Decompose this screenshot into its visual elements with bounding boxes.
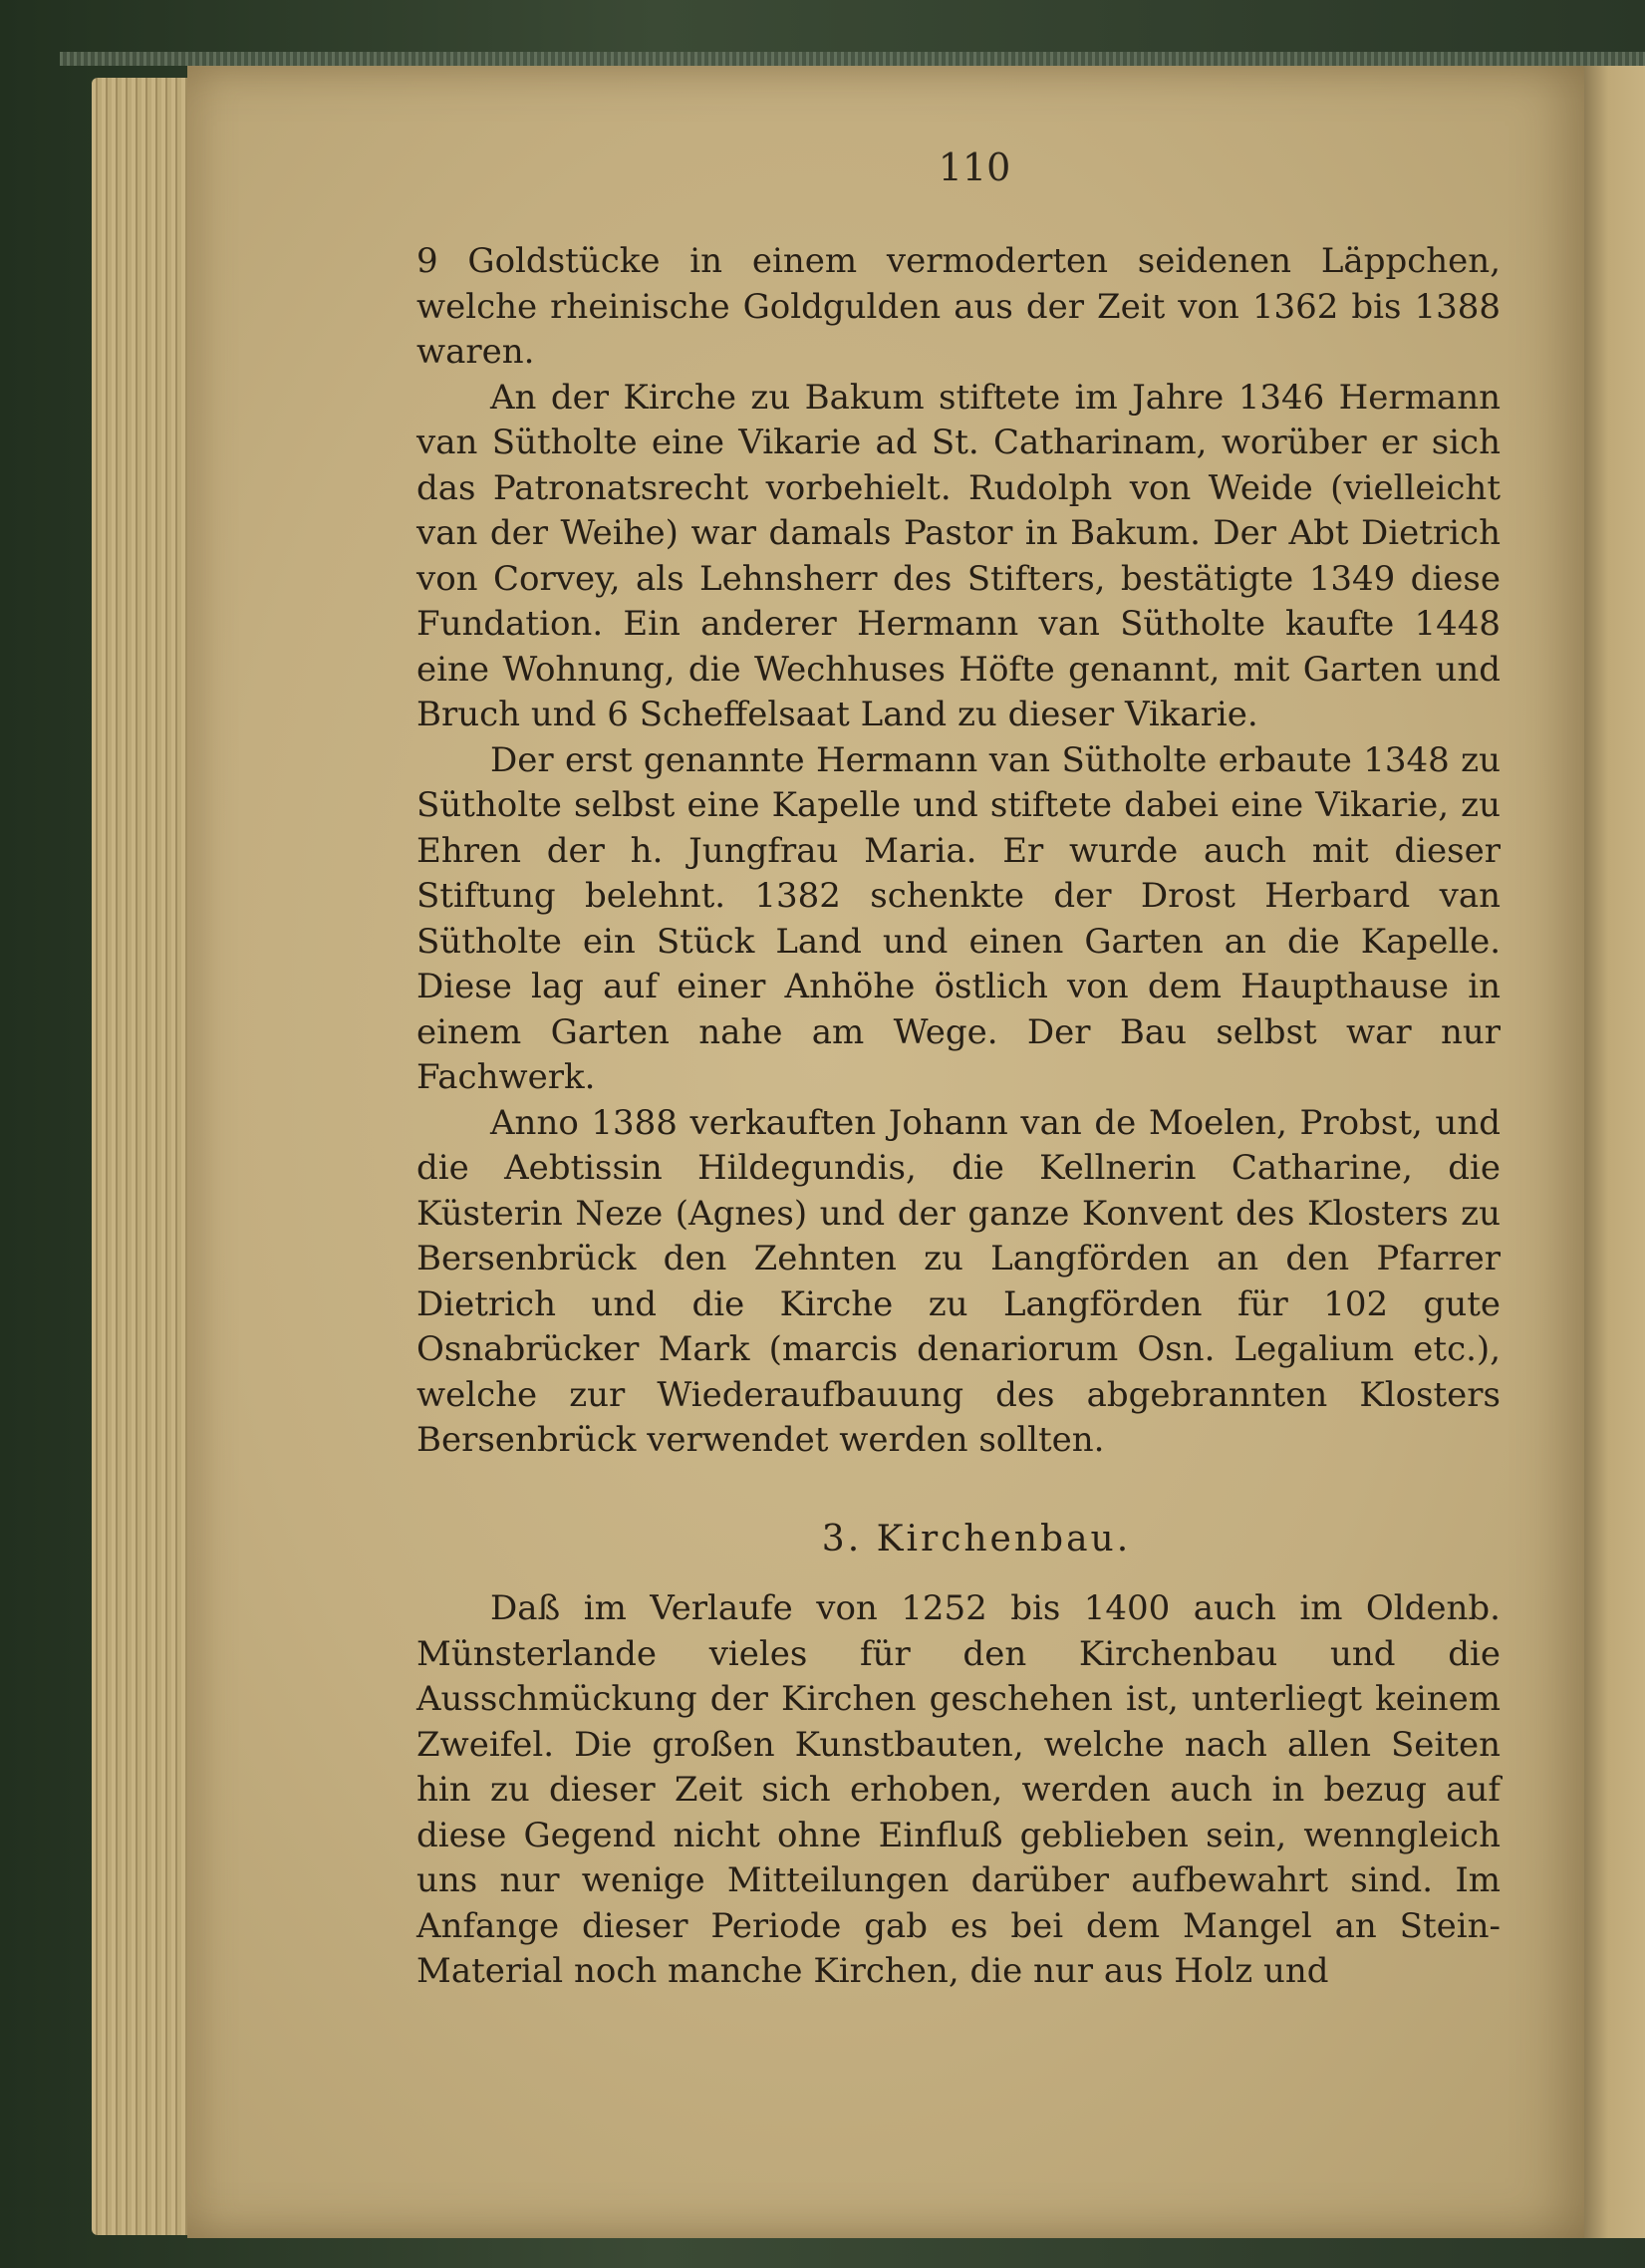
page-number: 110 bbox=[938, 145, 1011, 189]
body-text-part2 bbox=[416, 1586, 1501, 1995]
paragraph: Der erst genannte Hermann van Sütholte erbaute 1348 zu Sütholte selbst eine Kapelle und stiftete dabei eine Vikarie, zu Ehren der h. Jungfrau Maria. Er wurde auch mit dieser Stiftung belehnt. 1382 schenkte der Drost Herbard van Sütholte ein Stück Land und einen Garten an die Kapelle. Diese lag auf einer Anhöhe östlich von dem Haupthause in einem Garten nahe am Wege. Der Bau selbst war nur Fachwerk. bbox=[416, 739, 1501, 1097]
section-heading: 3. Kirchenbau. bbox=[821, 1519, 1132, 1559]
body-text-part1 bbox=[416, 239, 1501, 1464]
facing-page-edge bbox=[1584, 66, 1645, 2238]
paragraph: An der Kirche zu Bakum stiftete im Jahre 1346 Hermann van Sütholte eine Vikarie ad St. Catharinam, worüber er sich das Patronatsrecht vorbehielt. Rudolph von Weide (vielleicht van der Weihe) war damals Pastor in Bakum. Der Abt Dietrich von Corvey, als Lehnsherr des Stifters, bestätigte 1349 diese Fundation. Ein anderer Hermann van Sütholte kaufte 1448 eine Wohnung, die Wechhuses Höfte genannt, mit Garten und Bruch und 6 Scheffelsaat Land zu dieser Vikarie. bbox=[416, 377, 1501, 734]
paragraph: 9 Goldstücke in einem vermoderten seidenen Läppchen, welche rheinische Goldgulden aus der Zeit von 1362 bis 1388 waren. bbox=[416, 241, 1501, 372]
paragraph: Anno 1388 verkauften Johann van de Moelen, Probst, und die Aebtissin Hildegundis, die Kellnerin Catharine, die Küsterin Neze (Agnes) und der ganze Konvent des Klosters zu Bersenbrück den Zehnten zu Langförden an den Pfarrer Dietrich und die Kirche zu Langförden für 102 gute Osnabrücker Mark (marcis denariorum Osn. Legalium etc.), welche zur Wiederaufbauung des abgebrannten Klosters Bersenbrück verwendet werden sollten. bbox=[416, 1102, 1501, 1460]
paragraph: Daß im Verlaufe von 1252 bis 1400 auch im Oldenb. Münsterlande vieles für den Kirchenbau und die Ausschmückung der Kirchen geschehen ist, unterliegt keinem Zweifel. Die großen Kunstbauten, welche nach allen Seiten hin zu dieser Zeit sich erhoben, werden auch in bezug auf diese Gegend nicht ohne Einfluß geblieben sein, wenngleich uns nur wenige Mitteilungen darüber aufbewahrt sind. Im Anfange dieser Periode gab es bei dem Mangel an Stein-Material noch manche Kirchen, die nur aus Holz und bbox=[416, 1588, 1501, 1991]
page-stack-edge bbox=[92, 78, 201, 2235]
cover-edge bbox=[60, 52, 1645, 66]
